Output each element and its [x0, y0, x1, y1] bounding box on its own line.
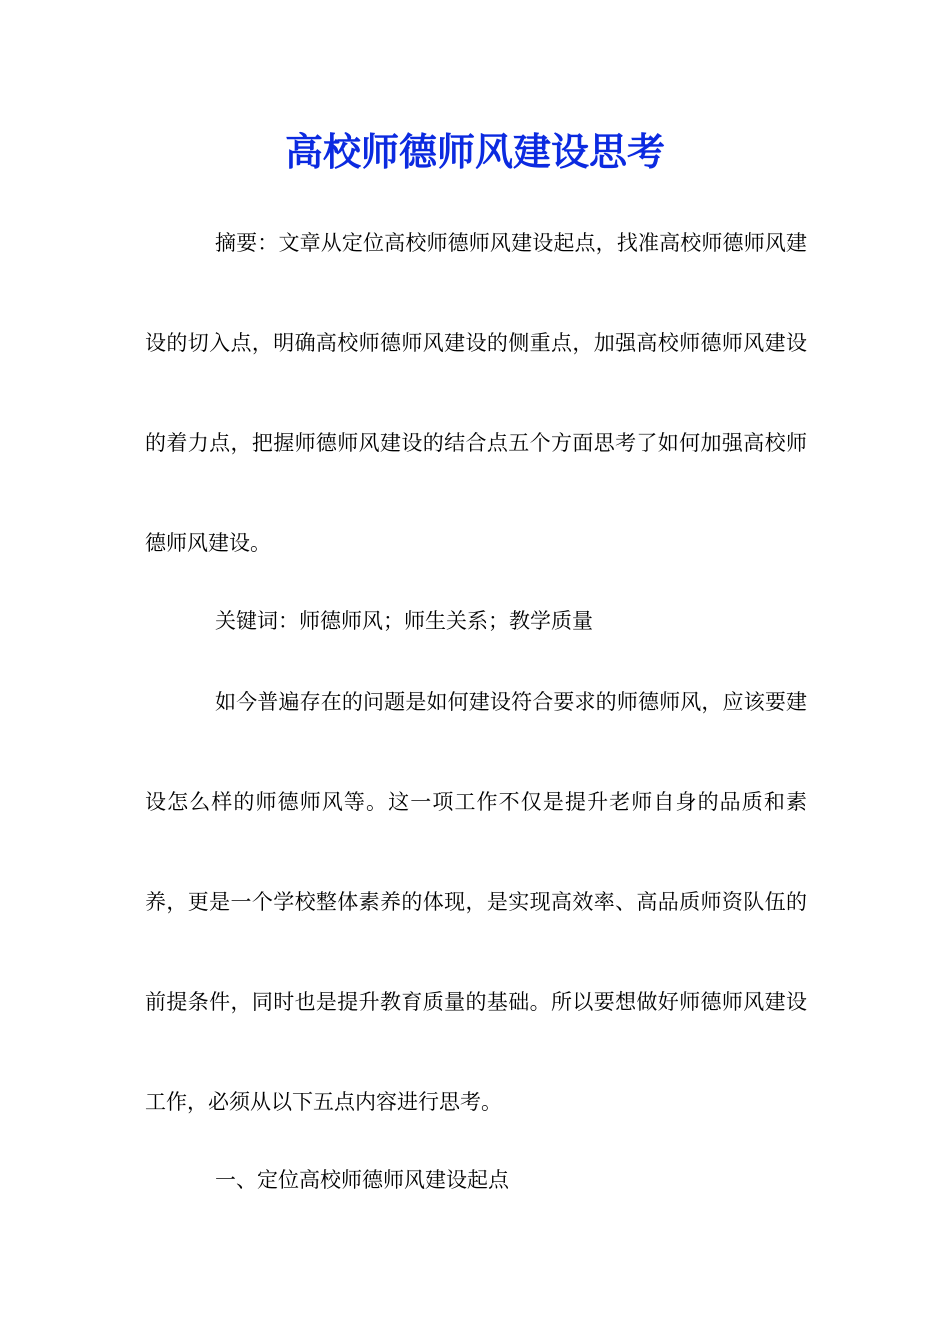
document-title: 高校师德师风建设思考 — [284, 129, 665, 174]
section-heading-1: 一、定位高校师德师风建设起点 — [215, 1168, 509, 1192]
keywords-line: 关键词：师德师风；师生关系；教学质量 — [215, 609, 593, 633]
abstract-paragraph: 摘要：文章从定位高校师德师风建设起点，找准高校师德师风建设的切入点，明确高校师德师风建设的侧重点，加强高校师德师风建设的着力点，把握师德师风建设的结合点五个方面思考了如何加强高校师德师风建设。 — [145, 231, 807, 555]
intro-paragraph: 如今普遍存在的问题是如何建设符合要求的师德师风，应该要建设怎么样的师德师风等。这一项工作不仅是提升老师自身的品质和素养，更是一个学校整体素养的体现，是实现高效率、高品质师资队伍的前提条件，同时也是提升教育质量的基础。所以要想做好师德师风建设工作，必须从以下五点内容进行思考。 — [145, 690, 807, 1114]
